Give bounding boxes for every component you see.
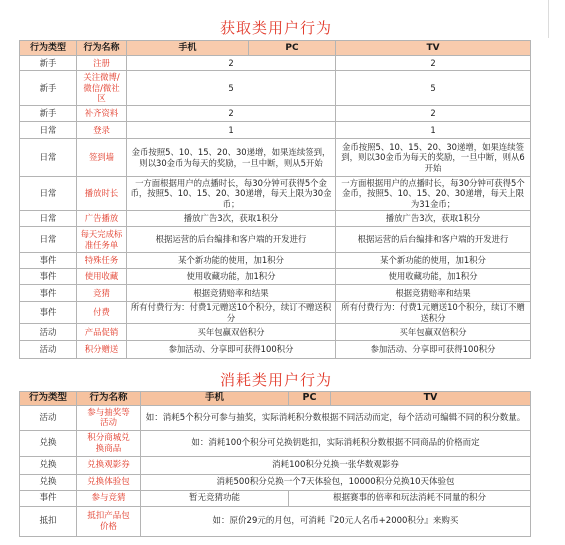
column-header-behavior-name: 行为名称: [77, 392, 141, 406]
table-row: [20, 431, 531, 457]
behavior-name-cell: 登录: [77, 122, 127, 139]
tv-value-cell: 播放广告3次，获取1积分: [336, 211, 531, 227]
table-row: [20, 507, 531, 537]
behavior-type-cell: 新手: [20, 71, 77, 106]
column-header-tv: TV: [336, 41, 531, 56]
table-row: [20, 139, 531, 177]
table-row: [20, 71, 531, 106]
table-row: [20, 211, 531, 227]
behavior-type-cell: 事件: [20, 302, 77, 324]
tv-value-cell: 1: [336, 122, 531, 139]
behavior-name-cell: 兑换观影券: [77, 457, 141, 475]
behavior-type-cell: 兑换: [20, 475, 77, 491]
behavior-name-cell: 积分商城兑换商品: [77, 431, 141, 457]
table-row: [20, 302, 531, 324]
behavior-name-cell: 特殊任务: [77, 253, 127, 269]
mobile-pc-value-cell: 一方面根据用户的点播时长，每30分钟可获得5个金币，按照5、10、15、20、30递增，每天上限为30金币；: [127, 177, 336, 211]
tv-value-cell: 一方面根据用户的点播时长，每30分钟可获得5个金币，按照5、10、15、20、30递增，每天上限为31金币；: [336, 177, 531, 211]
behavior-name-cell: 补齐资料: [77, 106, 127, 122]
behavior-type-cell: 日常: [20, 177, 77, 211]
table-row: [20, 56, 531, 71]
table-row: [20, 177, 531, 211]
all-platform-value-cell: 如：原价29元的月包，可消耗『20元人名币+2000积分』来购买: [141, 507, 531, 537]
mobile-pc-value-cell: 1: [127, 122, 336, 139]
table-row: [20, 457, 531, 475]
column-header-behavior-type: 行为类型: [20, 41, 77, 56]
all-platform-value-cell: 如：消耗5个积分可参与抽奖，实际消耗积分数根据不同活动而定，每个活动可编辑不同的积分数量。: [141, 406, 531, 431]
table-row: [20, 324, 531, 341]
all-platform-value-cell: 消耗100积分兑换一张华数观影券: [141, 457, 531, 475]
behavior-name-cell: 抵扣产品包价格: [77, 507, 141, 537]
tv-value-cell: 根据运营的后台编排和客户端的开发进行: [336, 227, 531, 253]
behavior-type-cell: 事件: [20, 491, 77, 507]
behavior-name-cell: 兑换体验包: [77, 475, 141, 491]
section-title-acquire: 获取类用户行为: [219, 19, 332, 37]
behavior-name-cell: 参与抽奖等活动: [77, 406, 141, 431]
behavior-name-cell: 付费: [77, 302, 127, 324]
behavior-name-cell: 产品促销: [77, 324, 127, 341]
tv-value-cell: 根据竞猜赔率和结果: [336, 285, 531, 302]
mobile-value-cell: 暂无竞猜功能: [141, 491, 289, 507]
behavior-name-cell: 广告播放: [77, 211, 127, 227]
behavior-name-cell: 竞猜: [77, 285, 127, 302]
table-row: [20, 106, 531, 122]
mobile-pc-value-cell: 5: [127, 71, 336, 106]
tv-value-cell: 2: [336, 56, 531, 71]
table-header-row: [20, 41, 531, 56]
behavior-type-cell: 新手: [20, 106, 77, 122]
mobile-pc-value-cell: 所有付费行为：付费1元赠送10个积分，续订不赠送积分: [127, 302, 336, 324]
tv-value-cell: 所有付费行为：付费1元赠送10个积分，续订不赠送积分: [336, 302, 531, 324]
tv-value-cell: 参加活动、分享即可获得100积分: [336, 341, 531, 359]
tv-value-cell: 5: [336, 71, 531, 106]
behavior-type-cell: 日常: [20, 122, 77, 139]
mobile-pc-value-cell: 金币按照5、10、15、20、30递增，如果连续签到，则以30金币为每天的奖励，一旦中断，则从5开始: [127, 139, 336, 177]
tv-value-cell: 某个新功能的使用，加1积分: [336, 253, 531, 269]
table-row: [20, 253, 531, 269]
behavior-name-cell: 使用收藏: [77, 269, 127, 285]
behavior-type-cell: 抵扣: [20, 507, 77, 537]
table-header-row: [20, 392, 531, 406]
mobile-pc-value-cell: 买年包赢双倍积分: [127, 324, 336, 341]
column-header-pc: PC: [289, 392, 331, 406]
column-header-behavior-type: 行为类型: [20, 392, 77, 406]
consume-behavior-table: [19, 391, 531, 537]
column-header-mobile: 手机: [127, 41, 249, 56]
behavior-name-cell: 参与竞猜: [77, 491, 141, 507]
mobile-pc-value-cell: 某个新功能的使用，加1积分: [127, 253, 336, 269]
section-title-consume: 消耗类用户行为: [219, 371, 332, 389]
behavior-type-cell: 兑换: [20, 457, 77, 475]
mobile-pc-value-cell: 使用收藏功能，加1积分: [127, 269, 336, 285]
all-platform-value-cell: 如：消耗100个积分可兑换钥匙扣，实际消耗积分数根据不同商品的价格而定: [141, 431, 531, 457]
table-row: [20, 341, 531, 359]
table-row: [20, 406, 531, 431]
tv-value-cell: 2: [336, 106, 531, 122]
behavior-type-cell: 活动: [20, 406, 77, 431]
tv-value-cell: 买年包赢双倍积分: [336, 324, 531, 341]
acquire-behavior-table: [19, 40, 531, 359]
column-header-behavior-name: 行为名称: [77, 41, 127, 56]
behavior-name-cell: 积分赠送: [77, 341, 127, 359]
table-row: [20, 285, 531, 302]
behavior-type-cell: 事件: [20, 253, 77, 269]
behavior-name-cell: 关注微博/微信/微社区: [77, 71, 127, 106]
behavior-type-cell: 兑换: [20, 431, 77, 457]
mobile-pc-value-cell: 2: [127, 56, 336, 71]
behavior-type-cell: 事件: [20, 285, 77, 302]
behavior-name-cell: 注册: [77, 56, 127, 71]
mobile-pc-value-cell: 2: [127, 106, 336, 122]
behavior-type-cell: 日常: [20, 211, 77, 227]
mobile-pc-value-cell: 根据竞猜赔率和结果: [127, 285, 336, 302]
behavior-type-cell: 活动: [20, 341, 77, 359]
behavior-type-cell: 日常: [20, 139, 77, 177]
pc-tv-value-cell: 根据赛事的倍率和玩法消耗不同量的积分: [289, 491, 531, 507]
behavior-name-cell: 签到墙: [77, 139, 127, 177]
mobile-pc-value-cell: 播放广告3次，获取1积分: [127, 211, 336, 227]
behavior-type-cell: 日常: [20, 227, 77, 253]
mobile-pc-value-cell: 参加活动、分享即可获得100积分: [127, 341, 336, 359]
table-row: [20, 122, 531, 139]
column-header-pc: PC: [249, 41, 336, 56]
table-row: [20, 269, 531, 285]
mobile-pc-value-cell: 根据运营的后台编排和客户端的开发进行: [127, 227, 336, 253]
column-header-mobile: 手机: [141, 392, 289, 406]
behavior-type-cell: 事件: [20, 269, 77, 285]
behavior-type-cell: 活动: [20, 324, 77, 341]
table-row: [20, 491, 531, 507]
tv-value-cell: 使用收藏功能，加1积分: [336, 269, 531, 285]
behavior-name-cell: 播放时长: [77, 177, 127, 211]
all-platform-value-cell: 消耗500积分兑换一个7天体验包，10000积分兑换10天体验包: [141, 475, 531, 491]
table-row: [20, 227, 531, 253]
behavior-type-cell: 新手: [20, 56, 77, 71]
column-header-tv: TV: [331, 392, 531, 406]
tv-value-cell: 金币按照5、10、15、20、30递增，如果连续签到，则以30金币为每天的奖励，一旦中断，则从6开始: [336, 139, 531, 177]
table-row: [20, 475, 531, 491]
behavior-name-cell: 每天完成标准任务单: [77, 227, 127, 253]
